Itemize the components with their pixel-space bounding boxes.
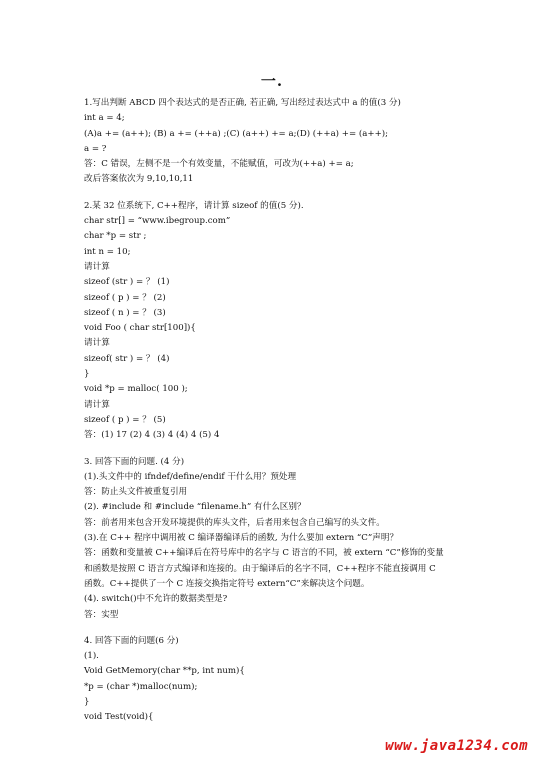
section-spacer xyxy=(84,623,524,634)
text-line: } xyxy=(84,369,90,380)
text-line: sizeof ( n ) = ？ (3) xyxy=(84,307,166,318)
text-line: void *p = malloc( 100 ); xyxy=(84,384,188,395)
page-title: 一. xyxy=(260,72,284,90)
text-line: sizeof ( p ) = ？ (5) xyxy=(84,414,166,425)
text-line: 2.某 32 位系统下, C++程序，请计算 sizeof 的值(5 分). xyxy=(84,200,304,211)
text-line: int n = 10; xyxy=(84,246,131,257)
text-line: 1.写出判断 ABCD 四个表达式的是否正确, 若正确, 写出经过表达式中 a 的值(3 分) xyxy=(84,98,401,108)
question-1 xyxy=(84,96,524,188)
text-line: sizeof( str ) = ？ (4) xyxy=(84,353,170,364)
text-line: int a = 4; xyxy=(84,113,125,124)
text-line: (4). switch()中不允许的数据类型是? xyxy=(84,594,228,605)
text-line: char str[] = “www.ibegroup.com” xyxy=(84,216,231,227)
text-line: 答：C 错误，左侧不是一个有效变量，不能赋值，可改为(++a) += a; xyxy=(84,159,354,170)
text-line: 请计算 xyxy=(84,399,110,410)
question-4 xyxy=(84,634,524,726)
watermark-text: www.java1234.com xyxy=(385,738,528,754)
text-line: 答：实型 xyxy=(84,609,119,620)
text-line: 函数。C++提供了一个 C 连接交换指定符号 extern“C”来解决这个问题。 xyxy=(84,578,370,589)
text-line: char *p = str ; xyxy=(84,231,147,242)
text-line: void Foo ( char str[100]){ xyxy=(84,323,196,334)
section-spacer xyxy=(84,188,524,199)
text-line: 答：函数和变量被 C++编译后在符号库中的名字与 C 语言的不同，被 extern “C”修饰的变量 xyxy=(84,548,444,559)
document-body xyxy=(84,96,524,726)
text-line: 请计算 xyxy=(84,338,110,349)
text-line: a = ? xyxy=(84,143,107,154)
text-line: Void GetMemory(char **p, int num){ xyxy=(84,666,245,677)
text-line: 改后答案依次为 9,10,10,11 xyxy=(84,174,194,185)
text-line: (A)a += (a++); (B) a += (++a) ;(C) (a++) += a;(D) (++a) += (a++); xyxy=(84,128,389,139)
text-line: } xyxy=(84,696,90,707)
text-line: sizeof (str ) = ？ (1) xyxy=(84,277,170,288)
text-line: void Test(void){ xyxy=(84,712,154,723)
question-3 xyxy=(84,455,524,623)
text-line: 和函数是按照 C 语言方式编译和连接的。由于编译后的名字不同，C++程序不能直接调用 C xyxy=(84,563,436,574)
text-line: (3).在 C++ 程序中调用被 C 编译器编译后的函数, 为什么要加 extern “C”声明？ xyxy=(84,533,399,544)
text-line: *p = (char *)malloc(num); xyxy=(84,681,198,692)
text-line: 4. 回答下面的问题(6 分) xyxy=(84,635,179,646)
text-line: 请计算 xyxy=(84,261,110,272)
question-2 xyxy=(84,199,524,444)
text-line: 答：前者用来包含开发环境提供的库头文件，后者用来包含自己编写的头文件。 xyxy=(84,517,385,528)
text-line: sizeof ( p ) = ？ (2) xyxy=(84,292,166,303)
section-spacer xyxy=(84,444,524,455)
text-line: 答：防止头文件被重复引用 xyxy=(84,487,188,498)
text-line: 3. 回答下面的问题. (4 分) xyxy=(84,456,185,467)
text-line: (1).头文件中的 ifndef/define/endif 干什么用？预处理 xyxy=(84,471,297,482)
text-line: (1). xyxy=(84,651,99,662)
text-line: 答：(1) 17 (2) 4 (3) 4 (4) 4 (5) 4 xyxy=(84,430,220,441)
text-line: (2). #include 和 #include “filename.h” 有什么区别？ xyxy=(84,502,306,513)
